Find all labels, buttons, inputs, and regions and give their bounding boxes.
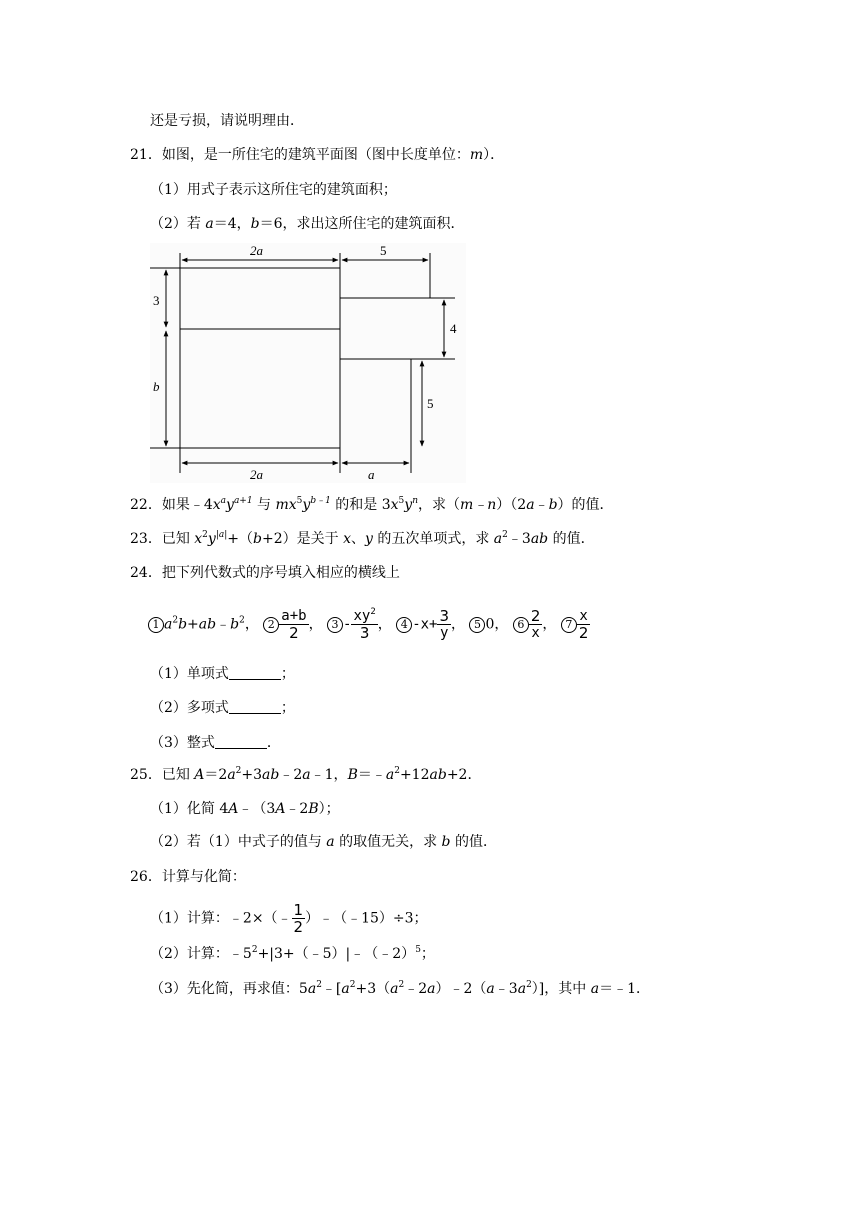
label-right-upper: 4 [450,321,457,336]
label-left-upper: 3 [153,293,160,308]
q24-expressions: 1 $a^2b+ab﹣b^2$， 2 $\frac{a+b}{2}$ ， 3 - $\frac{xy^2}{3}$ ， 4 -x+ $\frac{3}{y}$ ， 5 0， 6 $\frac{2}{x}$ ， 7 $\frac{x}{2}$ [148,608,590,641]
q24-part1: （1）单项式 ； [150,666,295,682]
q24-part2: （2）多项式 ； [150,700,295,716]
label-right-lower: 5 [427,396,434,411]
prev-question-tail: 还是亏损，请说明理由． [150,113,304,129]
answer-blank-3[interactable] [215,734,267,749]
q26-part1: （1）计算：﹣2×（﹣ $\frac{1}{2}$ ）﹣（﹣15）÷3； [150,901,428,936]
answer-blank-2[interactable] [229,699,281,714]
q24-part3: （3）整式 ． [150,735,281,751]
q25-stem: 25．已知 $A=2a^2+3ab﹣2a﹣1$，$B=﹣a^2+12ab+2$． [130,766,482,783]
floor-plan-svg [150,243,466,483]
q26-part3: （3）先化简，再求值：$5a^2﹣[a^2+3(a^2﹣2a)﹣2(a﹣3a^2)]$，其中 a＝﹣1． [150,980,650,997]
label-top-right: 5 [380,243,387,258]
q22: 22．如果$﹣4x^ay^{a+1}$ 与 $mx^5y^{b﹣1}$ 的和是 $3x^5y^n$，求（m﹣n）（2a﹣b）的值． [130,496,614,513]
q25-part1: （1）化简 4A﹣（3A﹣2B）； [150,801,340,817]
q25-part2: （2）若（1）中式子的值与 a 的取值无关，求 b 的值． [150,834,497,850]
label-top-left: 2a [250,243,263,258]
label-bottom-left: 2a [250,467,263,482]
q26-part2: （2）计算：$﹣5^2+|3+(﹣5)|﹣(﹣2)^5$； [150,945,435,962]
floor-plan-figure [150,243,466,483]
q26-stem: 26．计算与化简： [130,869,246,885]
q21-part1: （1）用式子表示这所住宅的建筑面积； [150,182,397,198]
room-outline-left [180,268,340,448]
label-bottom-right: a [368,467,375,482]
q21-part2: （2）若 a＝4，b＝6，求出这所住宅的建筑面积． [150,216,465,232]
label-left-lower: b [153,379,160,394]
q21-stem: 21．如图，是一所住宅的建筑平面图（图中长度单位：m）． [130,147,505,163]
answer-blank-1[interactable] [229,665,281,680]
q24-stem: 24．把下列代数式的序号填入相应的横线上 [130,565,400,581]
q23: 23．已知 $x^2y^{|a|}+(b+2)$是关于 x、y 的五次单项式，求 $a^2﹣3ab$ 的值． [130,530,595,547]
